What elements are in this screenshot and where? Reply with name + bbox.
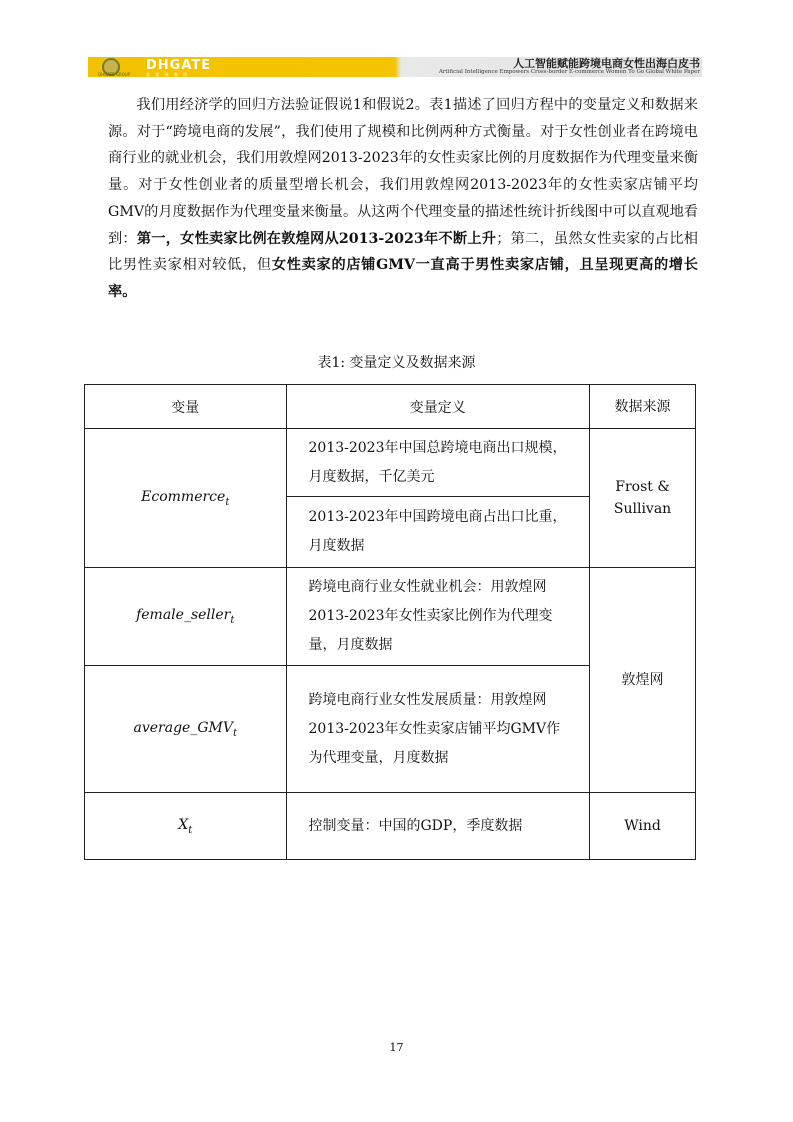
header-subtitle: Artificial Intelligence Empowers Cross-border E-commerce Women To Go Global White Paper [438,69,700,75]
source-dhgate: 敦煌网 [590,568,696,793]
var-female-seller: female_seller$_t$ [85,568,287,666]
logo-sub-left: DHGATE GROUP [98,72,131,77]
header-variable: 变量 [85,385,287,429]
source-wind: Wind [590,793,696,860]
para-text-1: 我们用经济学的回归方法验证假说1和假说2。表1描述了回归方程中的变量定义和数据来源。对于“跨境电商的发展”，我们使用了规模和比例两种方式衡量。对于女性创业者在跨境电商行业的就业机会，我们用敦煌网2013-2023年的女性卖家比例的月度数据作为代理变量来衡量。对于女性创业者的质量型增长机会，我们用敦煌网2013-2023年的女性卖家店铺平均GMV的月度数据作为代理变量来衡量。从这两个代理变量的描述性统计折线图中可以直观地看到： [108,97,698,247]
page-number: 17 [389,1041,404,1054]
table-header-row [85,385,696,429]
def-x: 控制变量：中国的GDP，季度数据 [286,793,590,860]
page-header [88,55,702,79]
variable-table [84,384,696,860]
def-ecommerce-scale: 2013-2023年中国总跨境电商出口规模，月度数据，千亿美元 [286,429,590,497]
def-average-gmv: 跨境电商行业女性发展质量：用敦煌网2013-2023年女性卖家店铺平均GMV作为代理变量，月度数据 [286,666,590,793]
para-text-2: ；第二，虽然女性卖家的占比相比男性卖家相对较低，但 [108,230,698,274]
para-bold-1: 第一，女性卖家比例在敦煌网从2013-2023年不断上升 [136,230,497,247]
table-row [85,429,696,497]
def-ecommerce-share: 2013-2023年中国跨境电商占出口比重，月度数据 [286,497,590,568]
var-average-gmv: $average\_GMV_t$ [85,666,287,793]
header-definition: 变量定义 [286,385,590,429]
logo-sub-right: 敦 煌 网 集 团 [146,72,190,77]
logo-text: DHGATE [146,58,212,73]
table-row [85,793,696,860]
para-bold-2: 女性卖家的店铺GMV一直高于男性卖家店铺，且呈现更高的增长率。 [108,257,698,300]
header-source: 数据来源 [590,385,696,429]
var-x: $X_t$ [85,793,287,860]
var-ecommerce: Ecommerce$_t$ [85,429,287,568]
header-title: 人工智能赋能跨境电商女性出海白皮书 [513,57,700,70]
table-caption: 表1: 变量定义及数据来源 [317,355,476,371]
def-female-seller: 跨境电商行业女性就业机会：用敦煌网2013-2023年女性卖家比例作为代理变量，月度数据 [286,568,590,666]
body-paragraph [108,92,698,306]
table-row [85,568,696,666]
source-frost-sullivan: Frost & Sullivan [590,429,696,568]
